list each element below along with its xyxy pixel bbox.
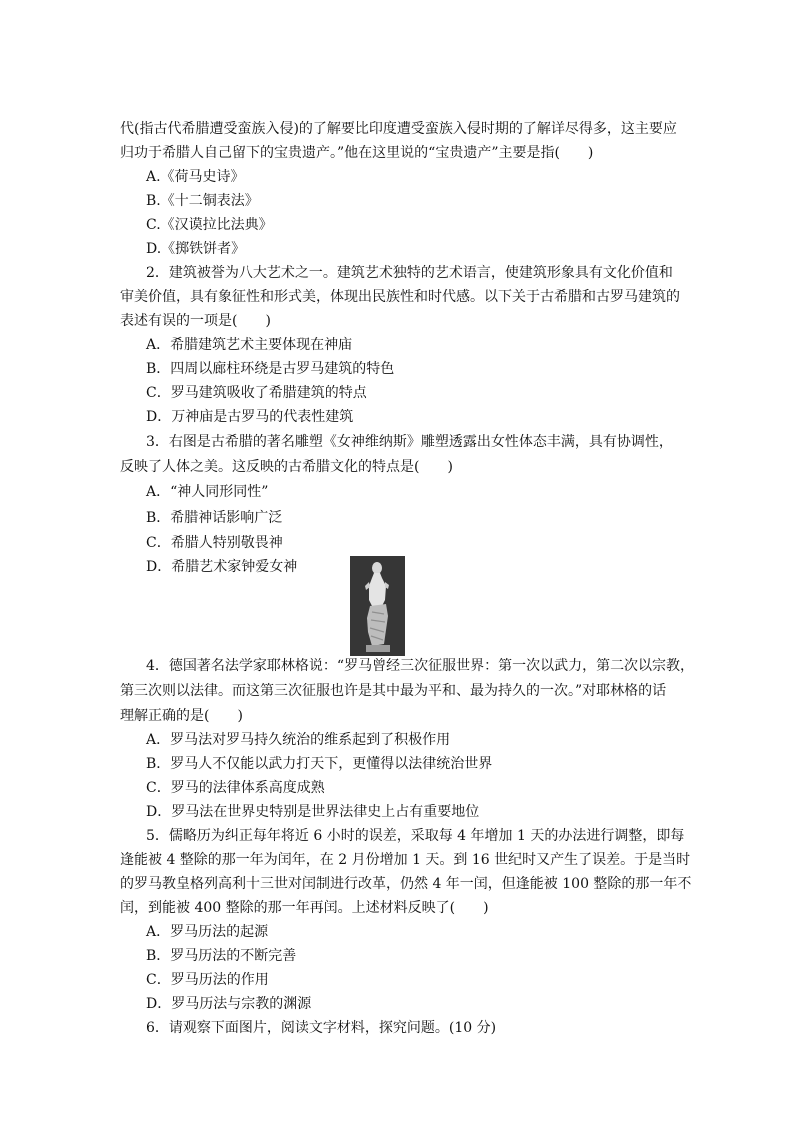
q1-text-line-1: 代(指古代希腊遭受蛮族入侵)的了解要比印度遭受蛮族入侵时期的了解详尽得多，这主要应 [120,121,677,137]
q1-option-a: A.《荷马史诗》 [146,169,245,185]
q1-text-line-2: 归功于希腊人自己留下的宝贵遗产。”他在这里说的“宝贵遗产”主要是指( ) [120,145,594,161]
q5-option-a: A．罗马历法的起源 [146,924,269,940]
q4-option-b: B．罗马人不仅能以武力打天下，更懂得以法律统治世界 [146,756,493,772]
q4-text-line-1: 4．德国著名法学家耶林格说：“罗马曾经三次征服世界：第一次以武力，第二次以宗教， [146,658,695,674]
q5-option-c: C．罗马历法的作用 [146,972,269,988]
q3-option-b: B．希腊神话影响广泛 [146,510,283,526]
q4-option-c: C．罗马的法律体系高度成熟 [146,780,325,796]
q5-text-line-2: 逢能被 4 整除的那一年为闰年，在 2 月份增加 1 天。到 16 世纪时又产生了误差。于是当时 [120,852,691,868]
q6-text-line-1: 6．请观察下面图片，阅读文字材料，探究问题。(10 分) [146,1020,497,1036]
q5-option-d: D．罗马历法与宗教的渊源 [146,996,312,1012]
q2-option-d: D．万神庙是古罗马的代表性建筑 [146,409,354,425]
q1-option-d: D.《掷铁饼者》 [146,241,246,257]
q3-option-c: C．希腊人特别敬畏神 [146,535,283,551]
q5-text-line-3: 的罗马教皇格列高利十三世对闰制进行改革，仍然 4 年一闰，但逢能被 100 整除的那一年不 [120,876,692,892]
q3-text-line-2: 反映了人体之美。这反映的古希腊文化的特点是( ) [120,459,453,475]
q5-option-b: B．罗马历法的不断完善 [146,948,297,964]
q2-text-line-3: 表述有误的一项是( ) [120,313,271,329]
q4-option-d: D．罗马法在世界史特别是世界法律史上占有重要地位 [146,804,480,820]
q4-text-line-3: 理解正确的是( ) [120,708,243,724]
q5-text-line-1: 5．儒略历为纠正每年将近 6 小时的误差，采取每 4 年增加 1 天的办法进行调整，即每 [146,828,685,844]
q4-option-a: A．罗马法对罗马持久统治的维系起到了积极作用 [146,732,451,748]
q3-option-d: D．希腊艺术家钟爱女神 [146,559,298,575]
q1-option-c: C.《汉谟拉比法典》 [146,217,273,233]
q2-option-c: C．罗马建筑吸收了希腊建筑的特点 [146,385,367,401]
q4-text-line-2: 第三次则以法律。而这第三次征服也许是其中最为平和、最为持久的一次。”对耶林格的话 [120,683,667,699]
q2-option-a: A．希腊建筑艺术主要体现在神庙 [146,337,353,353]
q2-text-line-1: 2．建筑被誉为八大艺术之一。建筑艺术独特的艺术语言，使建筑形象具有文化价值和 [146,265,673,281]
q3-text-line-1: 3．右图是古希腊的著名雕塑《女神维纳斯》雕塑透露出女性体态丰满，具有协调性， [146,434,673,450]
q2-option-b: B．四周以廊柱环绕是古罗马建筑的特色 [146,361,395,377]
q1-option-b: B.《十二铜表法》 [146,193,259,209]
venus-statue-image [350,556,405,656]
q5-text-line-4: 闰，到能被 400 整除的那一年再闰。上述材料反映了( ) [120,900,489,916]
q3-option-a: A．“神人同形同性” [146,484,269,500]
q2-text-line-2: 审美价值，具有象征性和形式美，体现出民族性和时代感。以下关于古希腊和古罗马建筑的 [120,289,680,305]
